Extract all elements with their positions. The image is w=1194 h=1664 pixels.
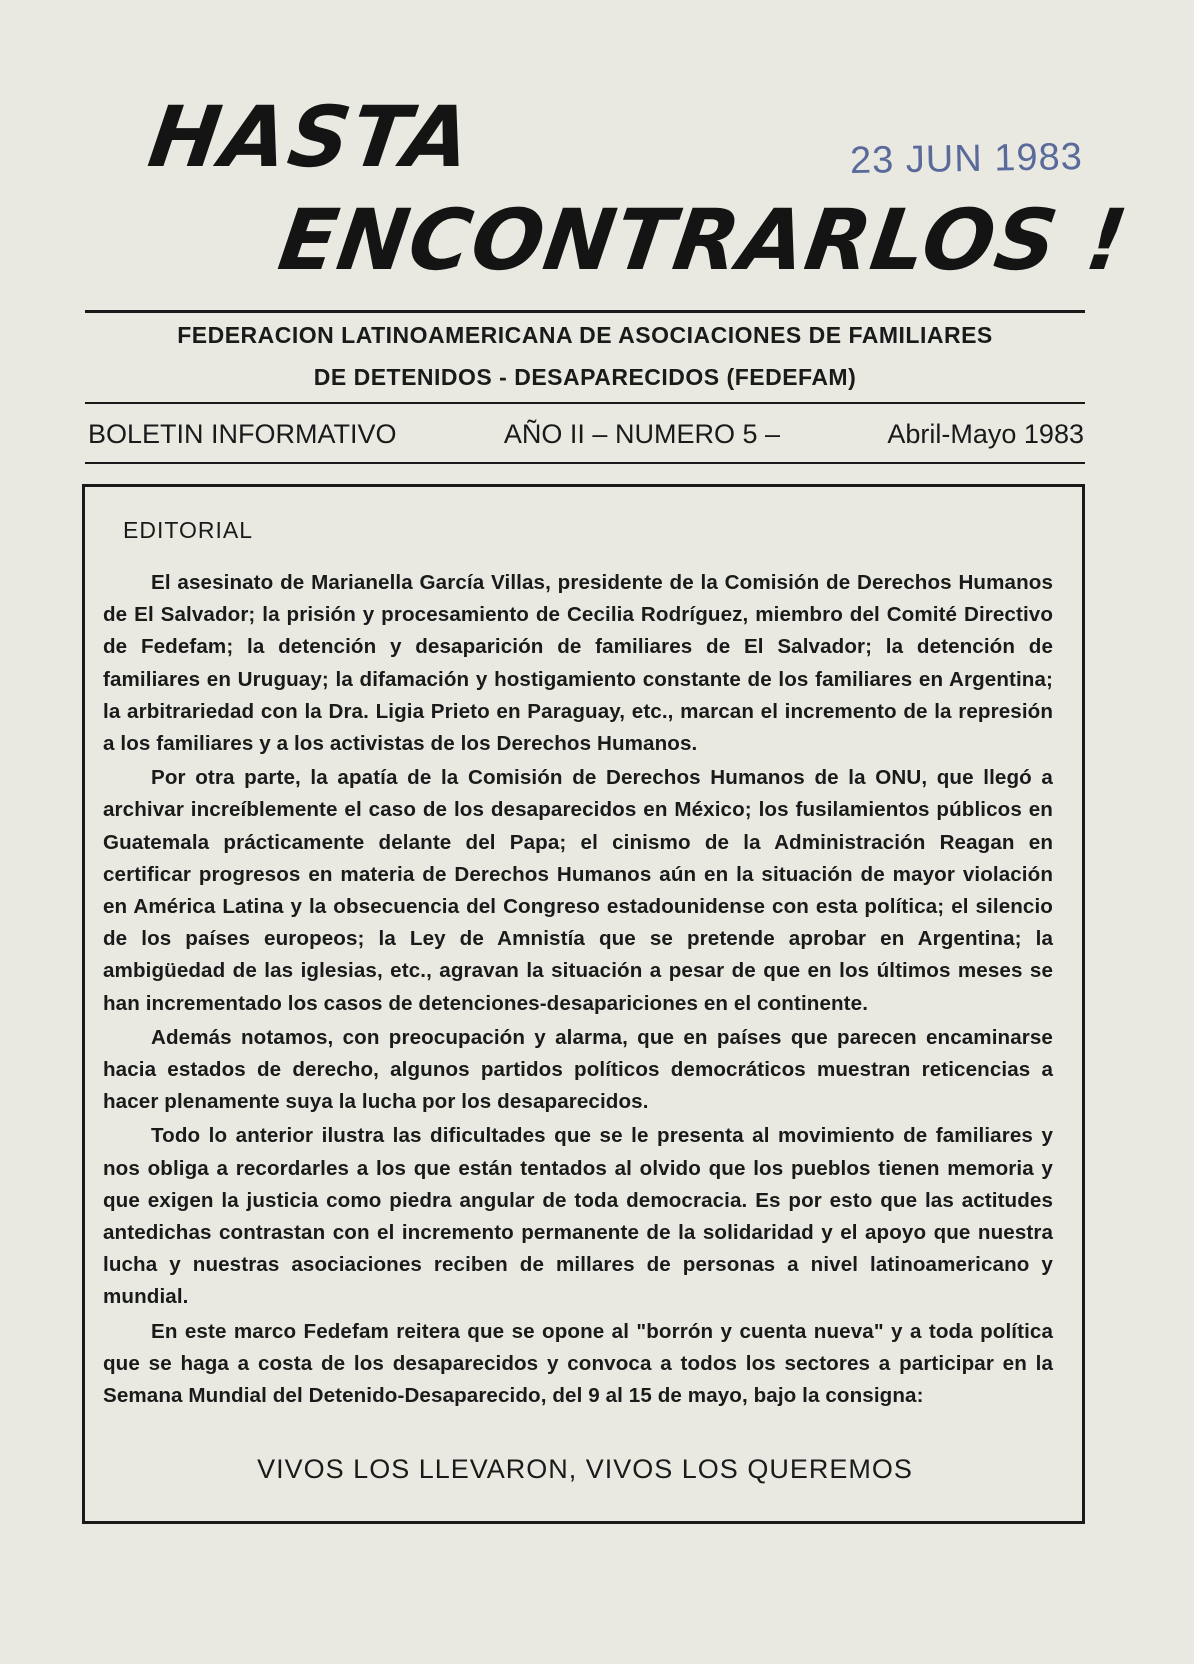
masthead-title-line1: HASTA <box>143 88 479 186</box>
editorial-box <box>82 484 1085 1524</box>
masthead-title-line2: ENCONTRARLOS ! <box>273 191 1134 289</box>
editorial-body <box>103 567 1053 1414</box>
divider-top <box>85 310 1085 313</box>
received-date-stamp: 23 JUN 1983 <box>849 135 1084 183</box>
divider-middle <box>85 402 1085 404</box>
editorial-paragraph: El asesinato de Marianella García Villas, presidente de la Comisión de Derechos Humanos de El Salvador; la prisión y procesamiento de Cecilia Rodríguez, miembro del Comité Directivo de Fedefam; la detención y desaparición de familiares de El Salvador; la detención de familiares en Uruguay; la difamación y hostigamiento constante de los familiares en Argentina; la arbitrariedad con la Dra. Ligia Prieto en Paraguay, etc., marcan el incremento de la represión a los familiares y a los activistas de los Derechos Humanos. <box>103 571 1053 756</box>
bulletin-name: BOLETIN INFORMATIVO <box>88 418 397 449</box>
bulletin-date: Abril-Mayo 1983 <box>887 418 1084 449</box>
editorial-slogan: VIVOS LOS LLEVARON, VIVOS LOS QUEREMOS <box>257 1454 913 1484</box>
editorial-paragraph: Por otra parte, la apatía de la Comisión de Derechos Humanos de la ONU, que llegó a archivar increíblemente el caso de los desaparecidos en México; los fusilamientos públicos en Guatemala prácticamente delante del Papa; el cinismo de la Administración Reagan en certificar progresos en materia de Derechos Humanos aún en la situación de mayor violación en América Latina y la obsecuencia del Congreso estadounidense con esta política; el silencio de los países europeos; la Ley de Amnistía que se pretende aprobar en Argentina; la ambigüedad de las iglesias, etc., agravan la situación a pesar de que en los últimos meses se han incrementado los casos de detenciones-desapariciones en el continente. <box>103 766 1053 1015</box>
editorial-paragraph: Además notamos, con preocupación y alarma, que en países que parecen encaminarse hacia estados de derecho, algunos partidos políticos democráticos muestran reticencias a hacer plenamente suya la lucha por los desaparecidos. <box>103 1025 1053 1114</box>
editorial-heading: EDITORIAL <box>123 517 253 543</box>
editorial-paragraph: En este marco Fedefam reitera que se opone al "borrón y cuenta nueva" y a toda política que se haga a costa de los desaparecidos y convoca a todos los sectores a participar en la Semana Mundial del Detenido-Desaparecido, del 9 al 15 de mayo, bajo la consigna: <box>103 1319 1053 1408</box>
organization-name-line1: FEDERACION LATINOAMERICANA DE ASOCIACIONES DE FAMILIARES <box>177 322 993 348</box>
divider-bottom <box>85 462 1085 464</box>
bulletin-info-bar <box>88 414 1084 454</box>
bulletin-issue: AÑO II – NUMERO 5 – <box>503 418 780 449</box>
organization-name-line2: DE DETENIDOS - DESAPARECIDOS (FEDEFAM) <box>313 364 857 390</box>
editorial-paragraph: Todo lo anterior ilustra las dificultades que se le presenta al movimiento de familiares y nos obliga a recordarles a los que están tentados al olvido que los pueblos tienen memoria y que exigen la justicia como piedra angular de toda democracia. Es por esto que las actitudes antedichas contrastan con el incremento permanente de la solidaridad y el apoyo que nuestra lucha y nuestras asociaciones reciben de millares de personas a nivel latinoamericano y mundial. <box>103 1124 1053 1309</box>
